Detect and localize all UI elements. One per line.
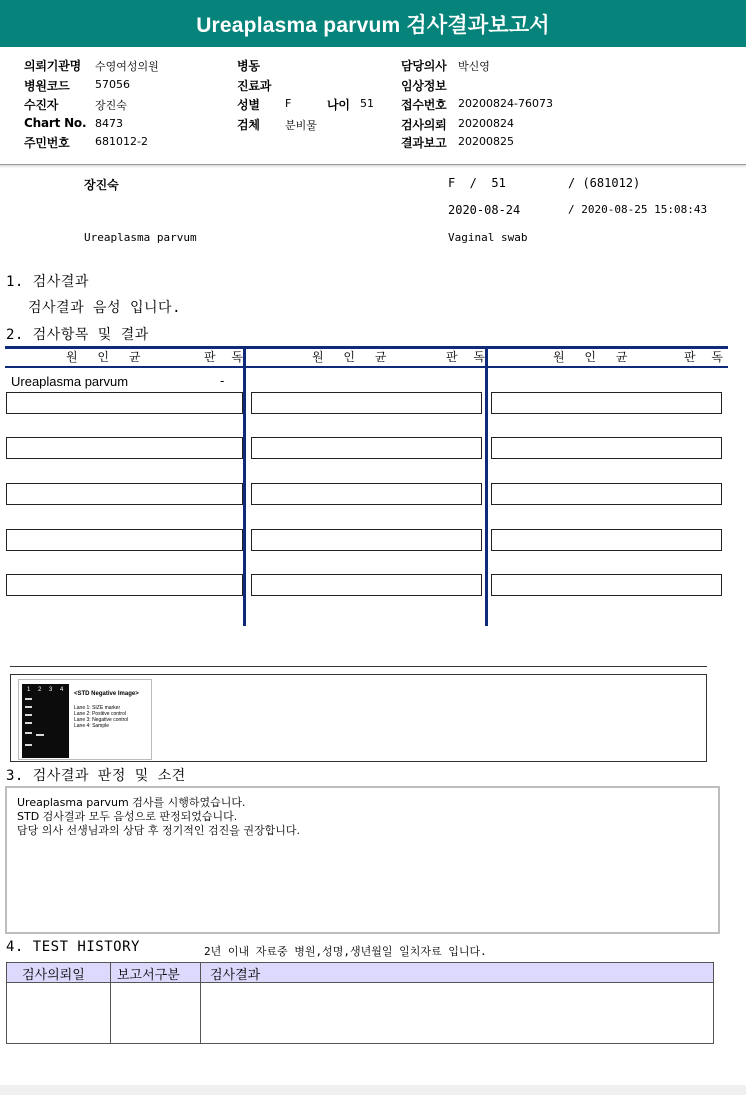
sex-label: 성별 (237, 98, 260, 112)
result-box (491, 574, 722, 596)
gel-band (25, 722, 32, 724)
section3-heading: 3. 검사결과 판정 및 소견 (6, 768, 186, 784)
doctor-value: 박신영 (458, 60, 490, 73)
result-box (491, 392, 722, 414)
lane-number: 2 (38, 687, 42, 693)
section1-heading: 1. 검사결과 (6, 274, 89, 290)
gel-band (25, 714, 32, 716)
history-col-request-date: 검사의뢰일 (22, 968, 85, 983)
patient-id: / (681012) (568, 176, 641, 190)
col3-organism-header: 원 인 균 (553, 350, 636, 364)
chart-value: 8473 (95, 117, 123, 130)
col2-organism-header: 원 인 균 (312, 350, 395, 364)
result-box (6, 529, 243, 551)
report-title-banner (0, 0, 746, 47)
gel-legend-line: Lane 3: Negative control (74, 717, 129, 723)
gel-image-title: <STD Negative Image> (74, 691, 139, 697)
history-note: 2년 이내 자료중 병원,성명,생년월일 일치자료 입니다. (204, 945, 487, 958)
result-box (251, 483, 482, 505)
result-box (251, 529, 482, 551)
result-box (251, 574, 482, 596)
receipt-value: 20200824-76073 (458, 97, 553, 110)
gel-image (18, 679, 152, 760)
remark-line: Ureaplasma parvum 검사를 시행하였습니다. (17, 796, 246, 809)
result-box (6, 574, 243, 596)
remark-line: STD 검사결과 모두 음성으로 판정되었습니다. (17, 810, 238, 823)
header-shadow (0, 165, 746, 168)
age-label: 나이 (327, 98, 350, 112)
col2-judgment-header: 판 독 (446, 350, 491, 364)
gel-legend-line: Lane 4: Sample (74, 723, 110, 729)
patient-specimen: Vaginal swab (448, 231, 528, 244)
gel-band (25, 744, 32, 746)
patient-request-date: 2020-08-24 (448, 203, 521, 217)
resident-value: 681012-2 (95, 135, 148, 148)
result-box (491, 483, 722, 505)
patient-report-datetime: / 2020-08-25 15:08:43 (568, 203, 708, 216)
result-box (6, 483, 243, 505)
hospital-code-value: 57056 (95, 78, 130, 91)
gel-band (36, 734, 44, 736)
specimen-value: 분비물 (285, 119, 317, 132)
patient-sex-age: F / 51 (448, 176, 506, 190)
result-box (251, 392, 482, 414)
organism-result: - (220, 374, 225, 388)
history-col-result: 검사결과 (210, 968, 261, 983)
history-col-divider (110, 962, 111, 1044)
request-label: 검사의뢰 (401, 118, 447, 132)
gel-legend-line: Lane 1: SIZE marker (74, 705, 121, 711)
gel-band (25, 698, 32, 700)
result-grid-divider-1 (243, 346, 246, 626)
remarks-box (5, 786, 720, 934)
organism-name: Ureaplasma parvum (11, 374, 129, 389)
receipt-label: 접수번호 (401, 98, 447, 112)
col3-judgment-header: 판 독 (684, 350, 729, 364)
gel-legend-line: Lane 2: Positive control (74, 711, 126, 717)
dept-label: 진료과 (237, 79, 272, 93)
clinical-label: 임상정보 (401, 79, 447, 93)
result-box (6, 392, 243, 414)
history-table-header (6, 962, 714, 983)
result-grid-header-rule (5, 366, 728, 368)
ward-label: 병동 (237, 59, 260, 73)
institution-value: 수영여성의원 (95, 60, 159, 73)
result-box (491, 437, 722, 459)
lane-number: 4 (60, 687, 64, 693)
request-value: 20200824 (458, 117, 514, 130)
patient-test-name: Ureaplasma parvum (84, 231, 197, 244)
col1-organism-header: 원 인 균 (66, 350, 149, 364)
header-info (0, 47, 746, 165)
lane-number: 3 (49, 687, 53, 693)
institution-label: 의뢰기관명 (24, 59, 81, 73)
gel-image-frame (10, 674, 707, 762)
col1-judgment-header: 판 독 (204, 350, 249, 364)
section2-heading: 2. 검사항목 및 결과 (6, 327, 149, 343)
gel-band (25, 732, 32, 734)
doctor-label: 담당의사 (401, 59, 447, 73)
lane-number: 1 (27, 687, 31, 693)
section4-heading: 4. TEST HISTORY (6, 939, 140, 955)
hospital-code-label: 병원코드 (24, 79, 70, 93)
gel-band (25, 706, 32, 708)
history-col-divider (200, 962, 201, 1044)
report-value: 20200825 (458, 135, 514, 148)
section1-result: 검사결과 음성 입니다. (28, 300, 182, 316)
result-box (6, 437, 243, 459)
patient-value: 장진숙 (95, 99, 127, 112)
gel-lanes-area (22, 684, 69, 758)
report-label: 결과보고 (401, 136, 447, 150)
page-footer-band (0, 1085, 746, 1095)
result-box (491, 529, 722, 551)
patient-name: 장진숙 (84, 178, 119, 192)
remark-line: 담당 의사 선생님과의 상담 후 정기적인 검진을 권장합니다. (17, 824, 300, 837)
resident-label: 주민번호 (24, 136, 70, 150)
sex-value: F (285, 97, 292, 110)
result-grid-divider-2 (485, 346, 488, 626)
specimen-label: 검체 (237, 118, 260, 132)
history-col-report-type: 보고서구분 (117, 968, 180, 983)
chart-label: Chart No. (24, 116, 87, 130)
result-box (251, 437, 482, 459)
age-value: 51 (360, 97, 374, 110)
image-separator (10, 666, 707, 667)
patient-label: 수진자 (24, 98, 59, 112)
report-title: Ureaplasma parvum 검사결과보고서 (196, 13, 550, 37)
